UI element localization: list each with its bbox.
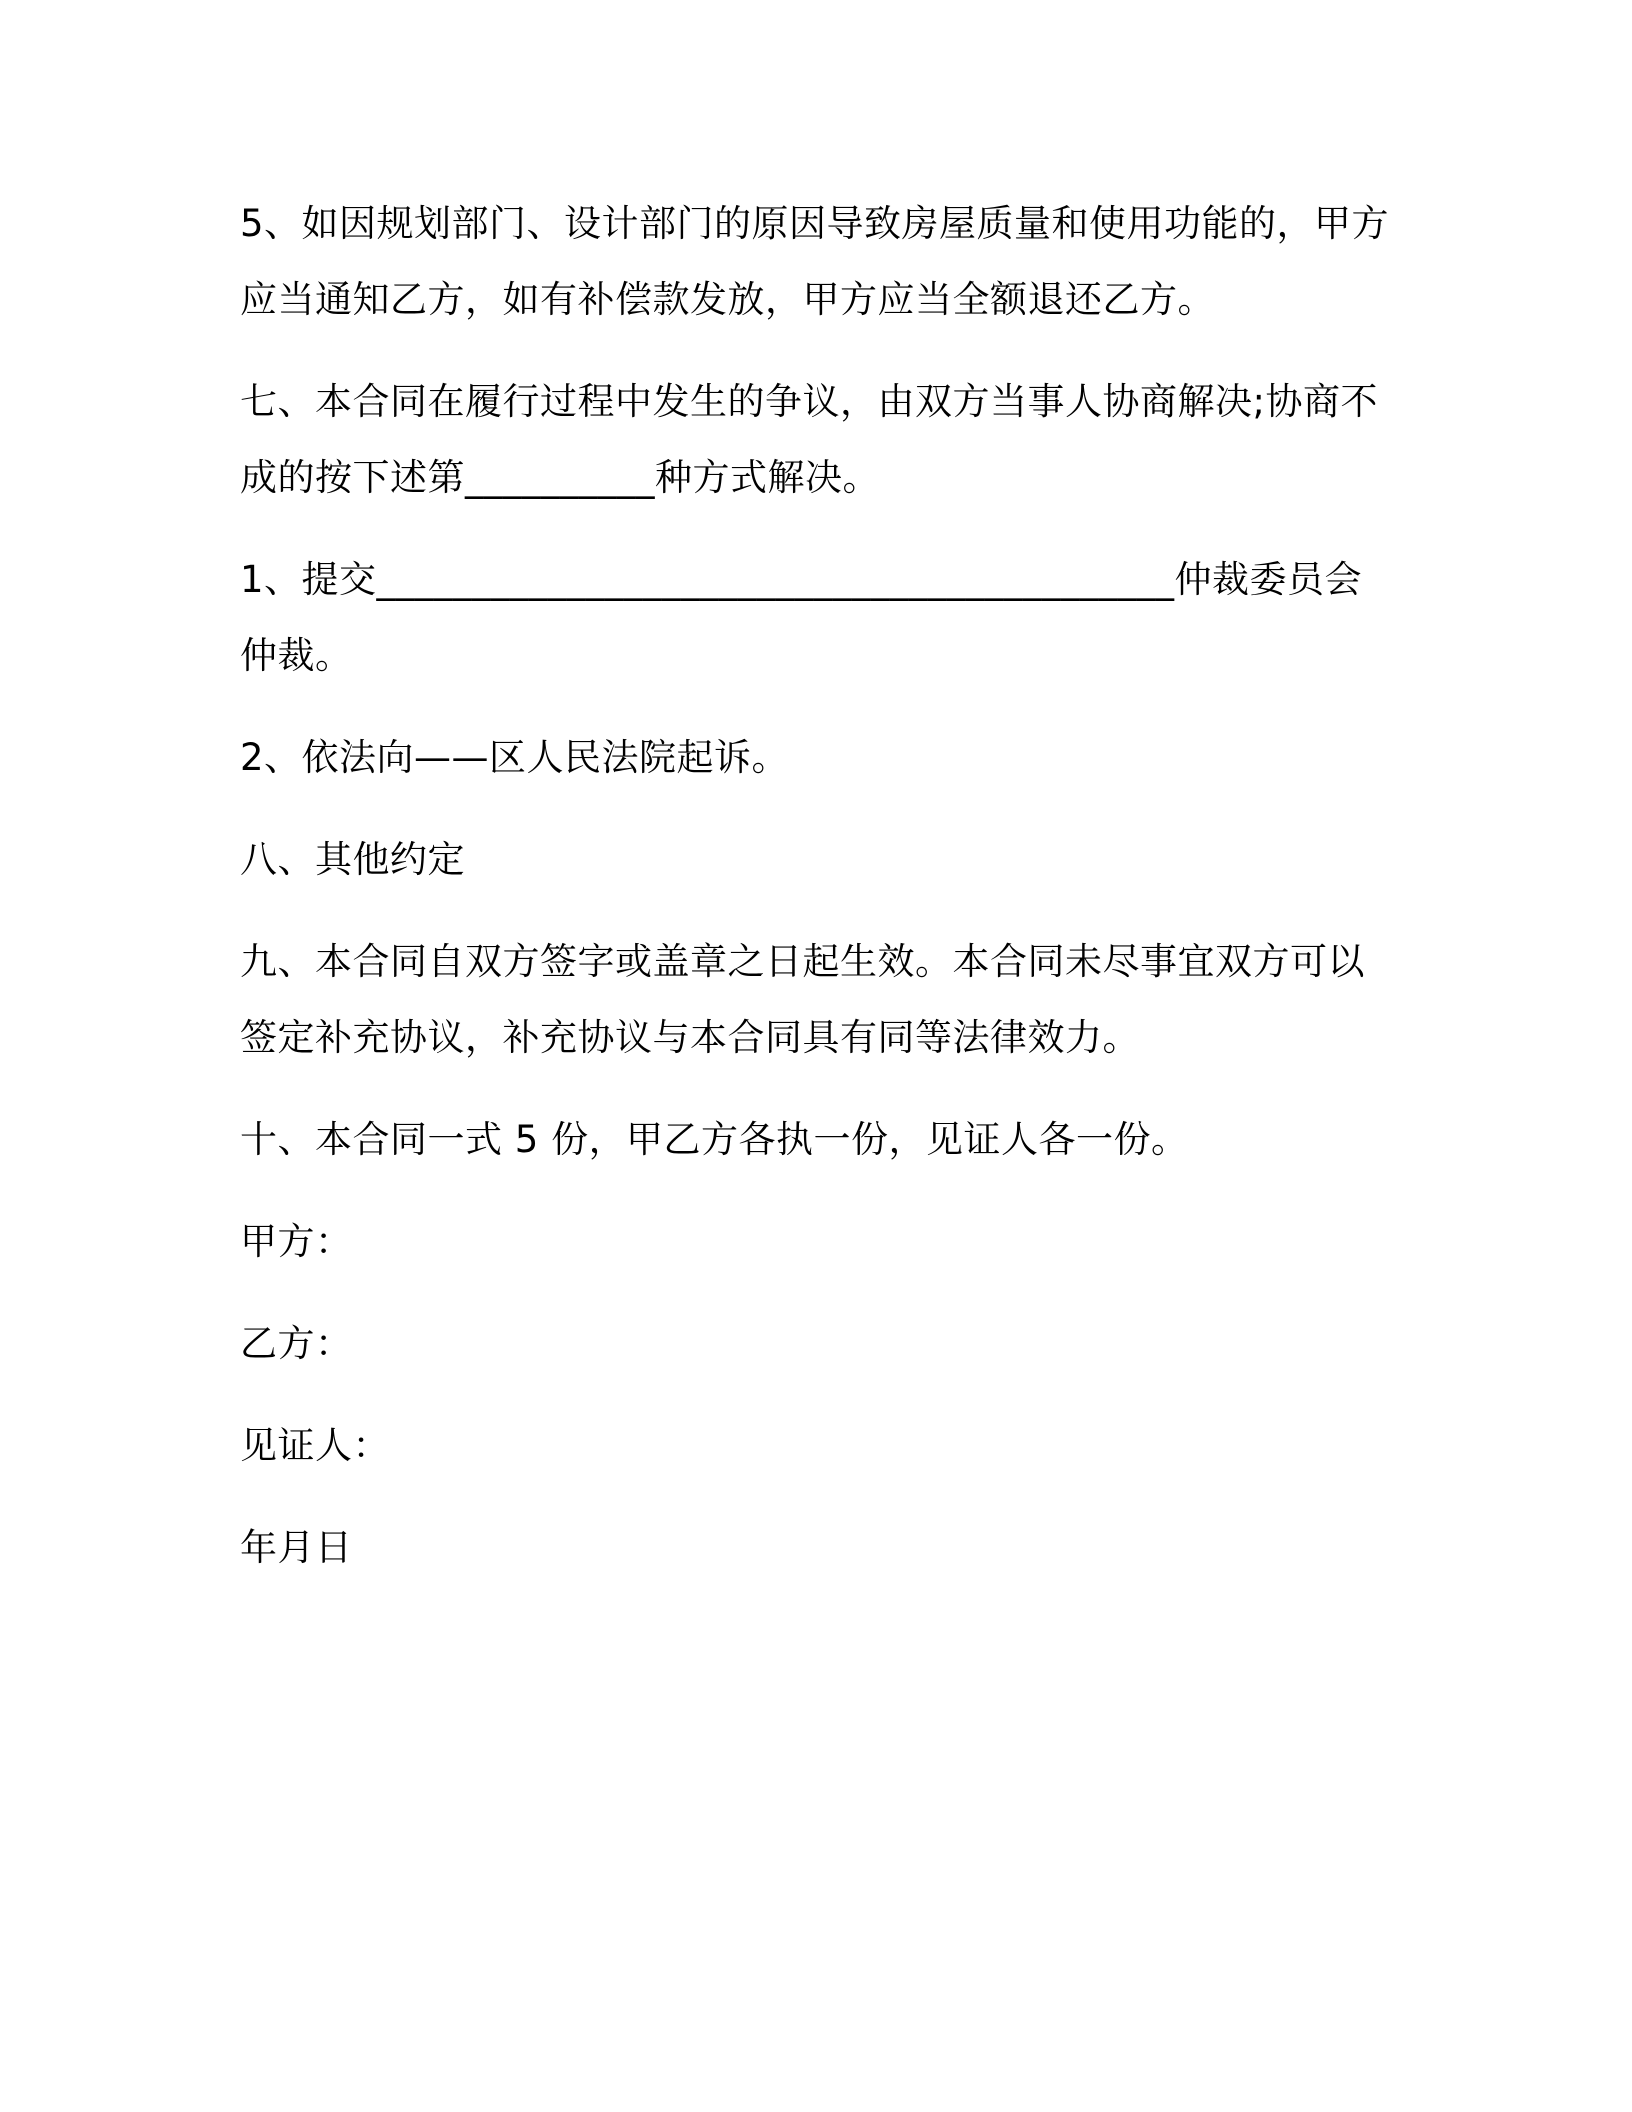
clause-7-line-1: 七、本合同在履行过程中发生的争议，由双方当事人协商解决;协商不 [240, 380, 1378, 423]
dispute-option-2-text: 2、依法向——区人民法院起诉。 [240, 736, 790, 779]
party-a-signature [240, 1204, 1390, 1280]
signing-date [240, 1510, 1390, 1586]
party-a-label: 甲方： [240, 1220, 353, 1263]
clause-9-line-1: 九、本合同自双方签字或盖章之日起生效。本合同未尽事宜双方可以 [240, 940, 1365, 983]
witness-signature [240, 1408, 1390, 1484]
clause-10-text: 十、本合同一式 5 份，甲乙方各执一份，见证人各一份。 [240, 1118, 1189, 1161]
document-body [240, 186, 1390, 1612]
clause-5 [240, 186, 1390, 338]
clause-10 [240, 1102, 1390, 1178]
party-b-signature [240, 1306, 1390, 1382]
clause-8-text: 八、其他约定 [240, 838, 465, 881]
clause-5-line-1: 5、如因规划部门、设计部门的原因导致房屋质量和使用功能的，甲方 [240, 202, 1390, 245]
clause-5-line-2: 应当通知乙方，如有补偿款发放，甲方应当全额退还乙方。 [240, 278, 1215, 321]
dispute-option-1-line-2: 仲裁。 [240, 634, 353, 677]
party-b-label: 乙方： [240, 1322, 353, 1365]
dispute-option-1-line-1: 1、提交__________________________________________仲裁委员会 [240, 558, 1363, 601]
clause-9 [240, 924, 1390, 1076]
clause-7-line-2: 成的按下述第__________种方式解决。 [240, 456, 880, 499]
witness-label: 见证人： [240, 1424, 390, 1467]
dispute-option-1 [240, 542, 1390, 694]
dispute-option-2 [240, 720, 1390, 796]
date-label: 年月日 [240, 1526, 353, 1569]
clause-8 [240, 822, 1390, 898]
clause-9-line-2: 签定补充协议，补充协议与本合同具有同等法律效力。 [240, 1016, 1140, 1059]
clause-7 [240, 364, 1390, 516]
